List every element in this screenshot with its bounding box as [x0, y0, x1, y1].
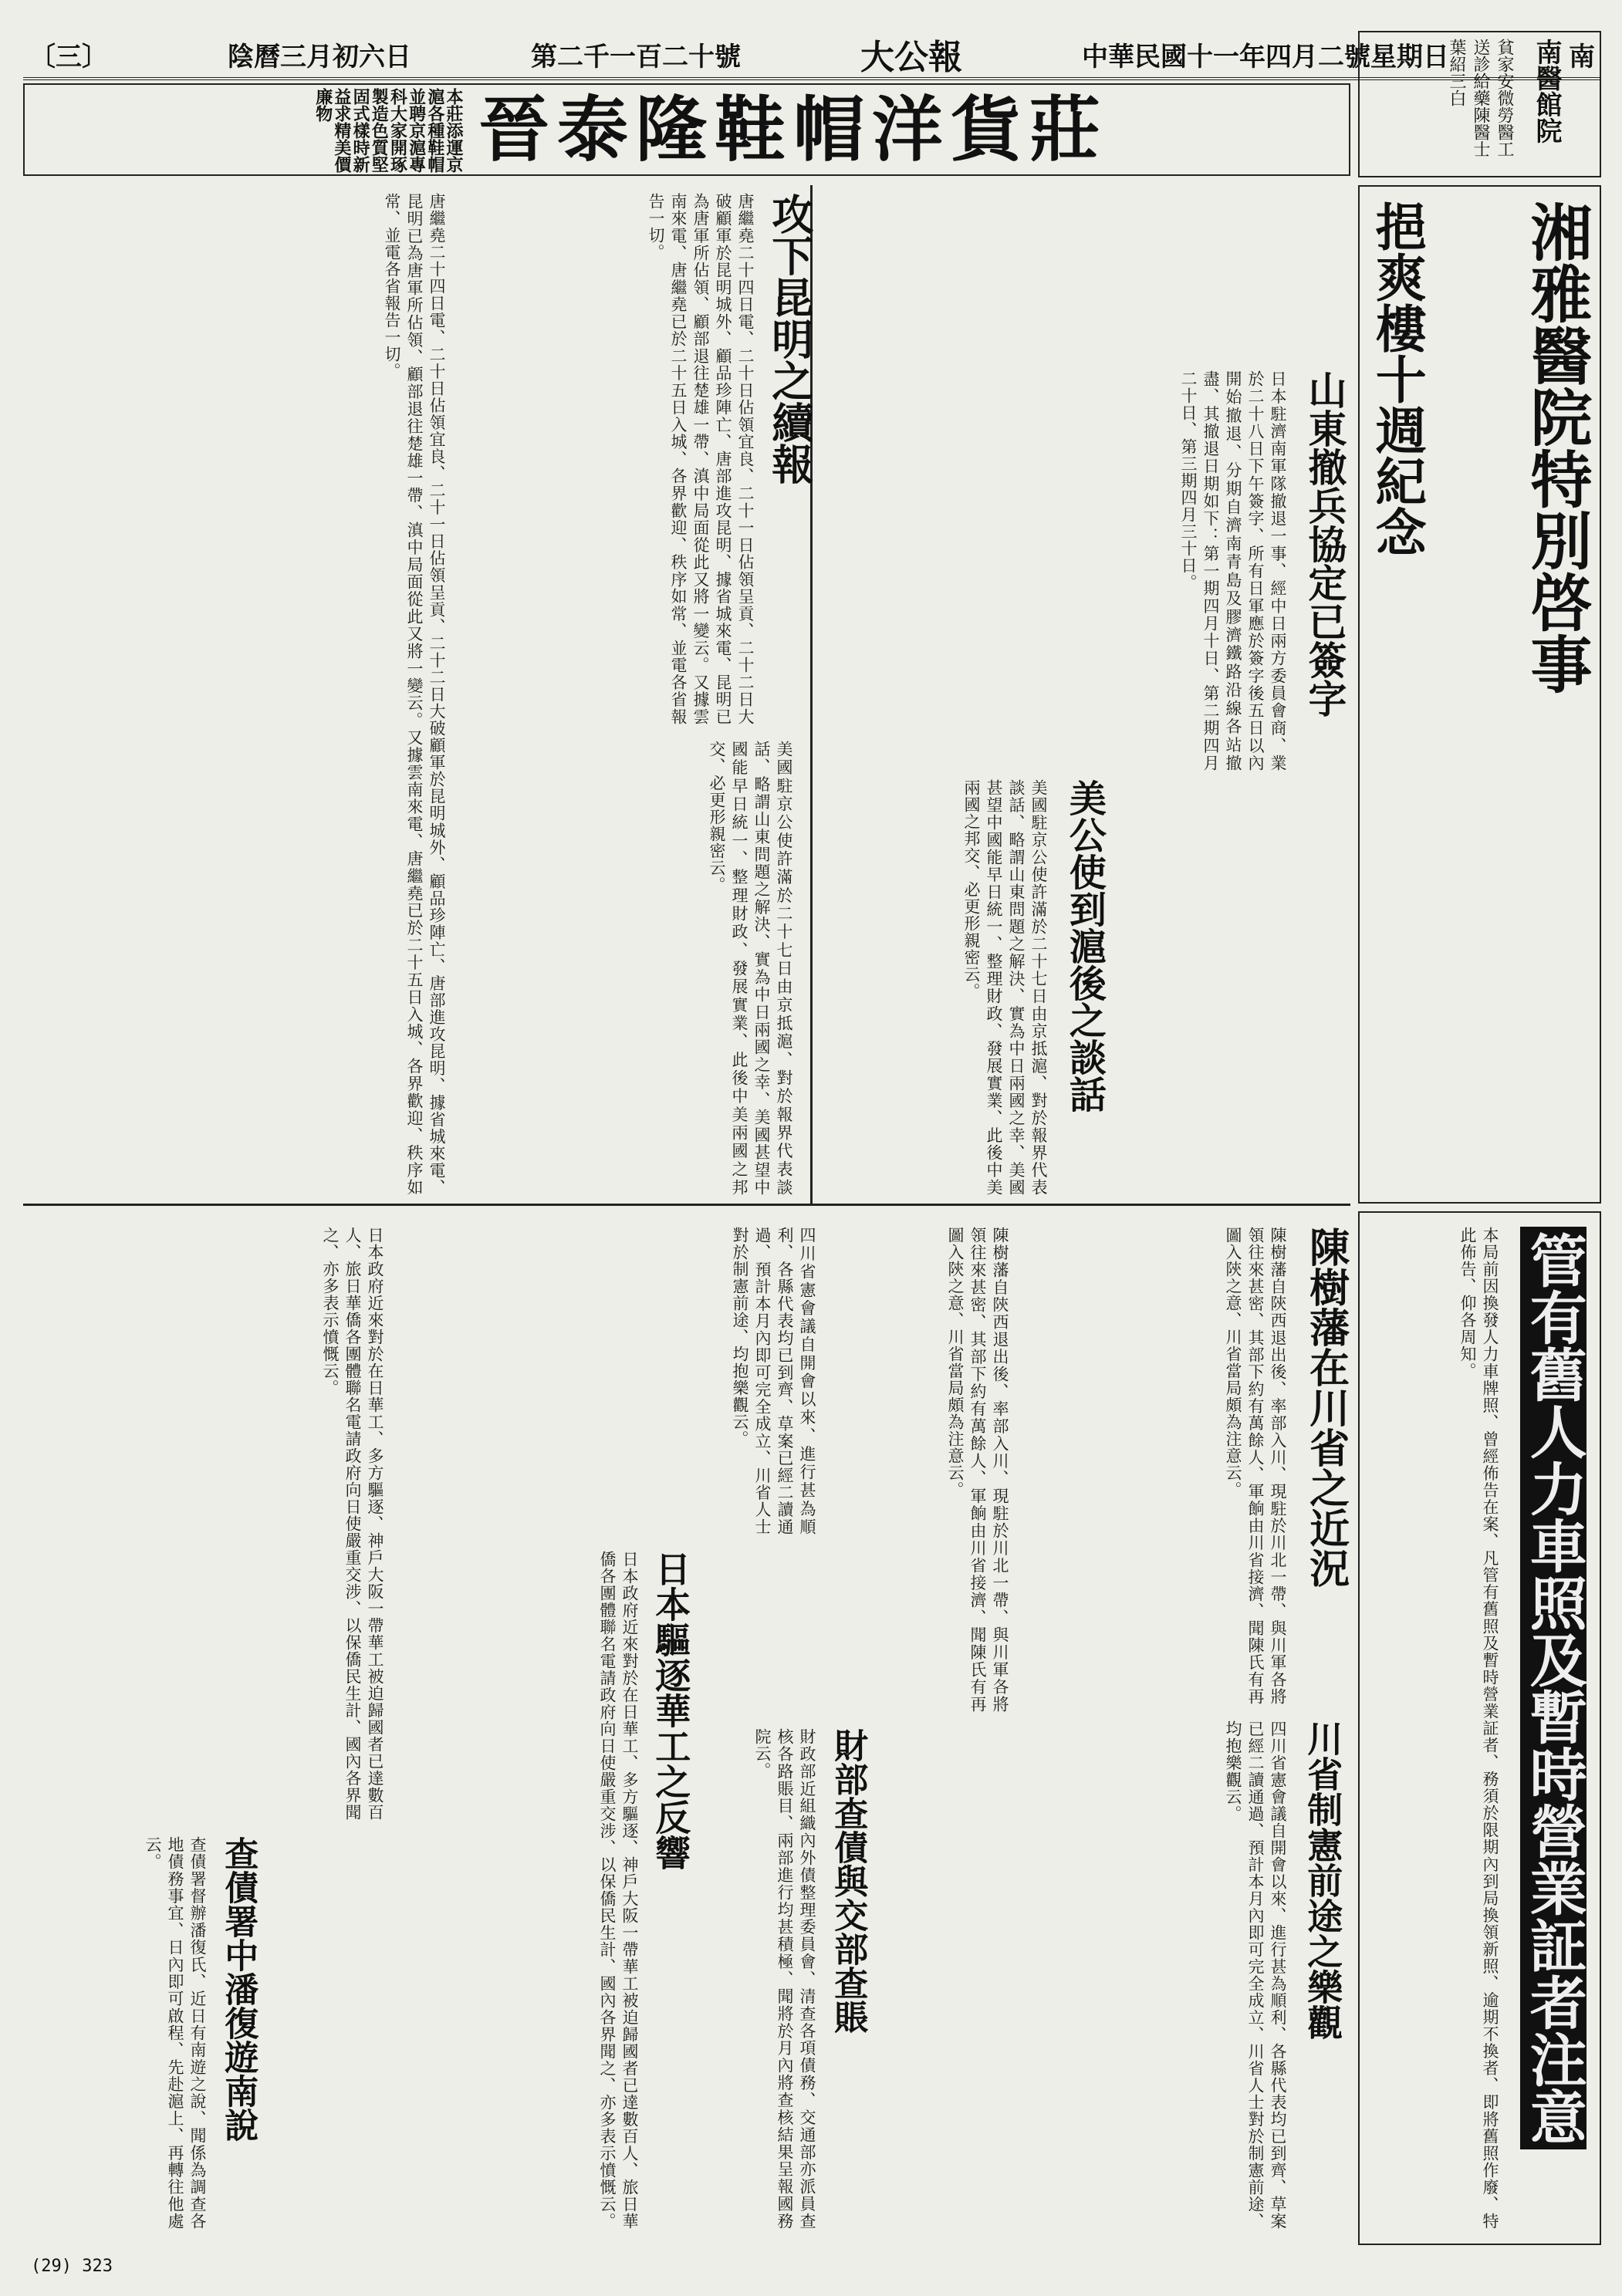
clinic-name: 南醫館院: [1531, 39, 1562, 144]
section-rule: [23, 1204, 1350, 1206]
article-headline: 查債署中潘復遊南說: [218, 1836, 259, 2142]
anniversary-subtitle: 挹爽樓十週紀念: [1367, 201, 1428, 557]
article-headline: 美公使到滬後之談話: [1063, 779, 1107, 1113]
article-body: 日本政府近來對於在日華工、多方驅逐、神戶大阪一帶華工被迫歸國者已達數百人、旅日華僑各團體聯名電請政府向日使嚴重交涉、以保僑民生計、國內各界聞之、亦多表示憤慨云。: [598, 1551, 639, 2230]
article-body: 唐繼堯二十四日電、二十日佔領宜良、二十一日佔領呈貢、二十二日大破顧軍於昆明城外、顧品珍陣亡、唐部進攻昆明、據省城來電、昆明已為唐軍所佔領、顧部退往楚雄一帶、滇中局面從此又將一變云。又據雲南來電、唐繼堯已於二十五日入城、各界歡迎、秩序如常、並電各省報告一切。: [647, 193, 755, 725]
article-body: 美國駐京公使許滿於二十七日由京抵滬、對於報界代表談話、略謂山東問題之解決、實為中日兩國之幸、美國甚望中國能早日統一、整理財政、發展實業、此後中美兩國之邦交、必更形親密云。: [708, 741, 793, 1196]
notice-title: 管有舊人力車照及暫時營業証者注意: [1520, 1227, 1587, 2149]
advert-tagline: 本莊添運京滬各種鞋帽並聘京滬專科大家開琢製造色質堅固式樣時新益求精美價廉物: [313, 88, 464, 173]
article-body: 查債署督辦潘復氏、近日有南遊之說、聞係為調查各地債務事宜、日內即可啟程、先赴滬上、再轉往他處云。: [144, 1836, 207, 2230]
issue-number: 第二千一百二十號: [531, 41, 741, 73]
article-headline: 川省制憲前途之樂觀: [1302, 1720, 1344, 2040]
article-body: 四川省憲會議自開會以來、進行甚為順利、各縣代表均已到齊、草案已經二讀通過、預計本月內即可完全成立、川省人士對於制憲前途、均抱樂觀云。: [731, 1227, 816, 1535]
article-body: 美國駐京公使許滿於二十七日由京抵滬、對於報界代表談話、略謂山東問題之解決、實為中日兩國之幸、美國甚望中國能早日統一、整理財政、發展實業、此後中美兩國之邦交、必更形親密云。: [962, 779, 1048, 1196]
advert-title: 晉泰隆鞋帽洋貨莊: [478, 88, 1109, 171]
article-headline: 財部查債與交部查賬: [828, 1728, 868, 2034]
article-body: 唐繼堯二十四日電、二十日佔領宜良、二十一日佔領呈貢、二十二日大破顧軍於昆明城外、顧品珍陣亡、唐部進攻昆明、據省城來電、昆明已為唐軍所佔領、顧部退往楚雄一帶、滇中局面從此又將一變云。又據雲南來電、唐繼堯已於二十五日入城、各界歡迎、秩序如常、並電各省報告一切。: [383, 193, 446, 1196]
article-body: 四川省憲會議自開會以來、進行甚為順利、各縣代表均已到齊、草案已經二讀通過、預計本月內即可完全成立、川省人士對於制憲前途、均抱樂觀云。: [1224, 1720, 1287, 2230]
article-body: 陳樹藩自陝西退出後、率部入川、現駐於川北一帶、與川軍各將領往來甚密、其部下約有萬餘人、軍餉由川省接濟、聞陳氏有再圖入陝之意、川省當局頗為注意云。: [1224, 1227, 1287, 1705]
article-body: 財政部近組織內外債整理委員會、清查各項債務、交通部亦派員查核各路賬目、兩部進行均甚積極、聞將於月內將查核結果呈報國務院云。: [753, 1728, 816, 2230]
article-headline: 日本驅逐華工之反響: [650, 1551, 692, 1870]
article-body: 日本駐濟南軍隊撤退一事、經中日兩方委員會商、業於二十八日下午簽字、所有日軍應於簽字後五日以內開始撤退、分期自濟南青島及膠濟鐵路沿線各站撤盡、其撤退日期如下：第一期四月十日、第二期四月二十日、第三期四月三十日。: [1179, 370, 1287, 772]
article-headline: 攻下昆明之續報: [765, 193, 815, 485]
page-code: (29) 323: [31, 2257, 113, 2276]
issue-date: 中華民國十一年四月二號星期日: [1082, 41, 1449, 73]
notice-body: 本局前因換發人力車牌照、曾經佈告在案、凡管有舊照及暫時營業証者、務須於限期內到局換領新照、逾期不換者、即將舊照作廢、特此佈告、仰各周知。: [1458, 1227, 1499, 2230]
article-body: 日本政府近來對於在日華工、多方驅逐、神戶大阪一帶華工被迫歸國者已達數百人、旅日華僑各團體聯名電請政府向日使嚴重交涉、以保僑民生計、國內各界聞之、亦多表示憤慨云。: [321, 1227, 384, 1821]
article-body: 陳樹藩自陝西退出後、率部入川、現駐於川北一帶、與川軍各將領往來甚密、其部下約有萬餘人、軍餉由川省接濟、聞陳氏有再圖入陝之意、川省當局頗為注意云。: [946, 1227, 1009, 1713]
article-headline: 山東撤兵協定已簽字: [1302, 370, 1348, 718]
page-number: 〔三〕: [29, 41, 108, 73]
anniversary-title: 湘雅醫院特別啓事: [1520, 201, 1593, 694]
lunar-date: 陰曆三月初六日: [228, 41, 411, 73]
paper-name: 大公報: [860, 38, 962, 77]
article-headline: 陳樹藩在川省之近況: [1302, 1227, 1350, 1588]
corner-label: 南: [1569, 41, 1595, 73]
clinic-doctors: 貧家安微勞醫工送診給藥陳醫士葉紹三白: [1447, 39, 1514, 157]
